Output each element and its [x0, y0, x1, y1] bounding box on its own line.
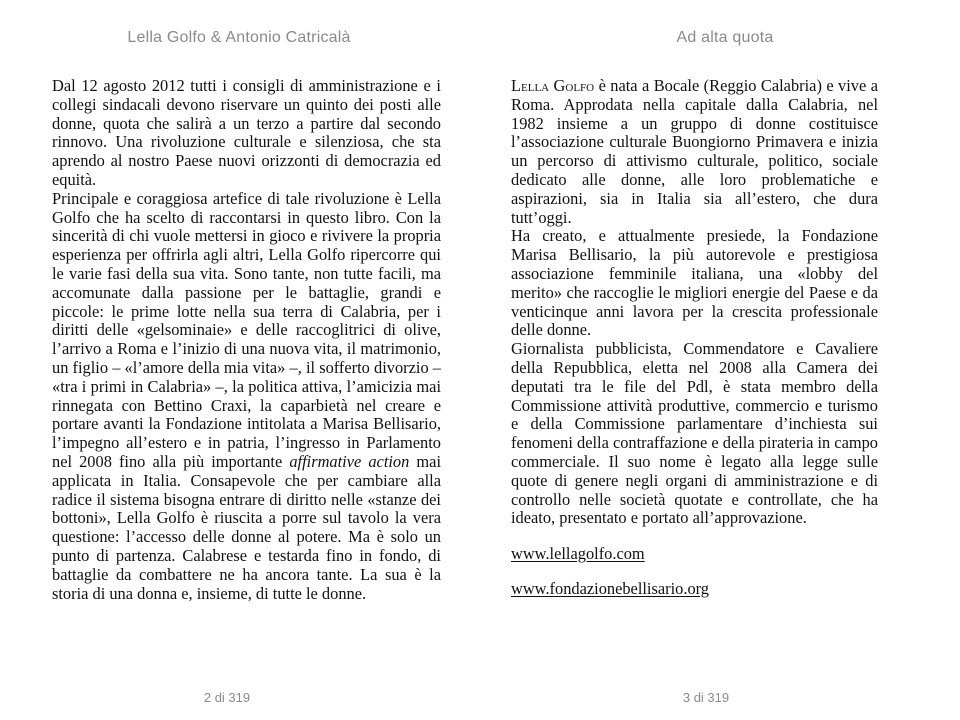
website-link-lellagolfo[interactable]: www.lellagolfo.com	[511, 544, 645, 564]
italic-phrase: affirmative action	[289, 451, 410, 471]
author-name: Lella Golfo	[511, 76, 595, 95]
website-link-fondazione[interactable]: www.fondazionebellisario.org	[511, 578, 709, 598]
page-number: 3 di 319	[682, 690, 730, 705]
paragraph: Giornalista pubblicista, Commendatore e Cavaliere della Repubblica, eletta nel 2008 alla Camera dei deputati tra le file del Pdl, è stata membro della Commissione attività produttive, commercio e turismo e della Commissione parlamentare d’inchiesta sui fenomeni della contraffazione e della pirateria in campo commerciale. Il suo nome è legato alla legge sulle quote di genere negli organi di amministrazione e di controllo nelle società quotate e controllate, che ha ideato, presentato e portato all’approvazione.	[511, 339, 878, 528]
left-page-body	[52, 77, 441, 603]
book-title-header: Ad alta quota	[676, 29, 774, 46]
paragraph: Lella Golfo è nata a Bocale (Reggio Calabria) e vive a Roma. Approdata nella capitale dalla Calabria, nel 1982 insieme a un gruppo di donne costituisce l’associazione culturale Buongiorno Primavera e inizia un percorso di attivismo culturale, politico, sociale dedicato alle donne, alle loro problematiche e aspirazioni, sia in Italia sia all’estero, che dura tutt’oggi.	[511, 76, 878, 227]
right-page-body	[511, 77, 878, 599]
book-author-header: Lella Golfo & Antonio Catricalà	[127, 29, 351, 46]
right-page	[480, 0, 960, 720]
paragraph: Ha creato, e attualmente presiede, la Fondazione Marisa Bellisario, la più autorevole e prestigiosa associazione femminile italiana, una «lobby del merito» che raccoglie le migliori energie del Paese e da venticinque anni lavora per la crescita professionale delle donne.	[511, 226, 878, 340]
paragraph: Dal 12 agosto 2012 tutti i consigli di amministrazione e i collegi sindacali devono riservare un quinto dei posti alle donne, quota che salirà a un terzo a partire dal secondo rinnovo. Una rivoluzione culturale e silenziosa, che sta aprendo al nostro Paese nuovi orizzonti di democrazia ed equità.	[52, 76, 441, 189]
page-number: 2 di 319	[203, 690, 251, 705]
paragraph: Principale e coraggiosa artefice di tale rivoluzione è Lella Golfo che ha scelto di raccontarsi in questo libro. Con la sincerità di chi vuole mettersi in gioco e rivivere la propria esperienza per offrirla agli altri, Lella Golfo ripercorre qui le varie fasi della sua vita. Sono tante, non tutte facili, ma accomunate dalla passione per le battaglie, grandi e piccole: le prime lotte nella sua terra di Calabria, per i diritti delle «gelsominaie» e delle raccoglitrici di olive, l’arrivo a Roma e l’inizio di una nuova vita, il matrimonio, un figlio – «l’amore della mia vita» –, il sofferto divorzio – «tra i primi in Calabria» –, la politica attiva, l’amicizia mai rinnegata con Bettino Craxi, la caparbietà nel creare e portare avanti la Fondazione intitolata a Marisa Bellisario, l’impegno all’estero e in patria, l’ingresso in Parlamento nel 2008 fino alla più importante affirmative action mai applicata in Italia. Consapevole che per cambiare alla radice il sistema bisogna entrare di diritto nelle «stanze dei bottoni», Lella Golfo è riuscita a porre sul tavolo la vera questione: l’accesso delle donne al potere. Ma è solo un punto di partenza. Calabrese e testarda fino in fondo, di battaglie da combattere ne ha ancora tante. La sua è la storia di una donna e, insieme, di tutte le donne.	[52, 188, 441, 603]
